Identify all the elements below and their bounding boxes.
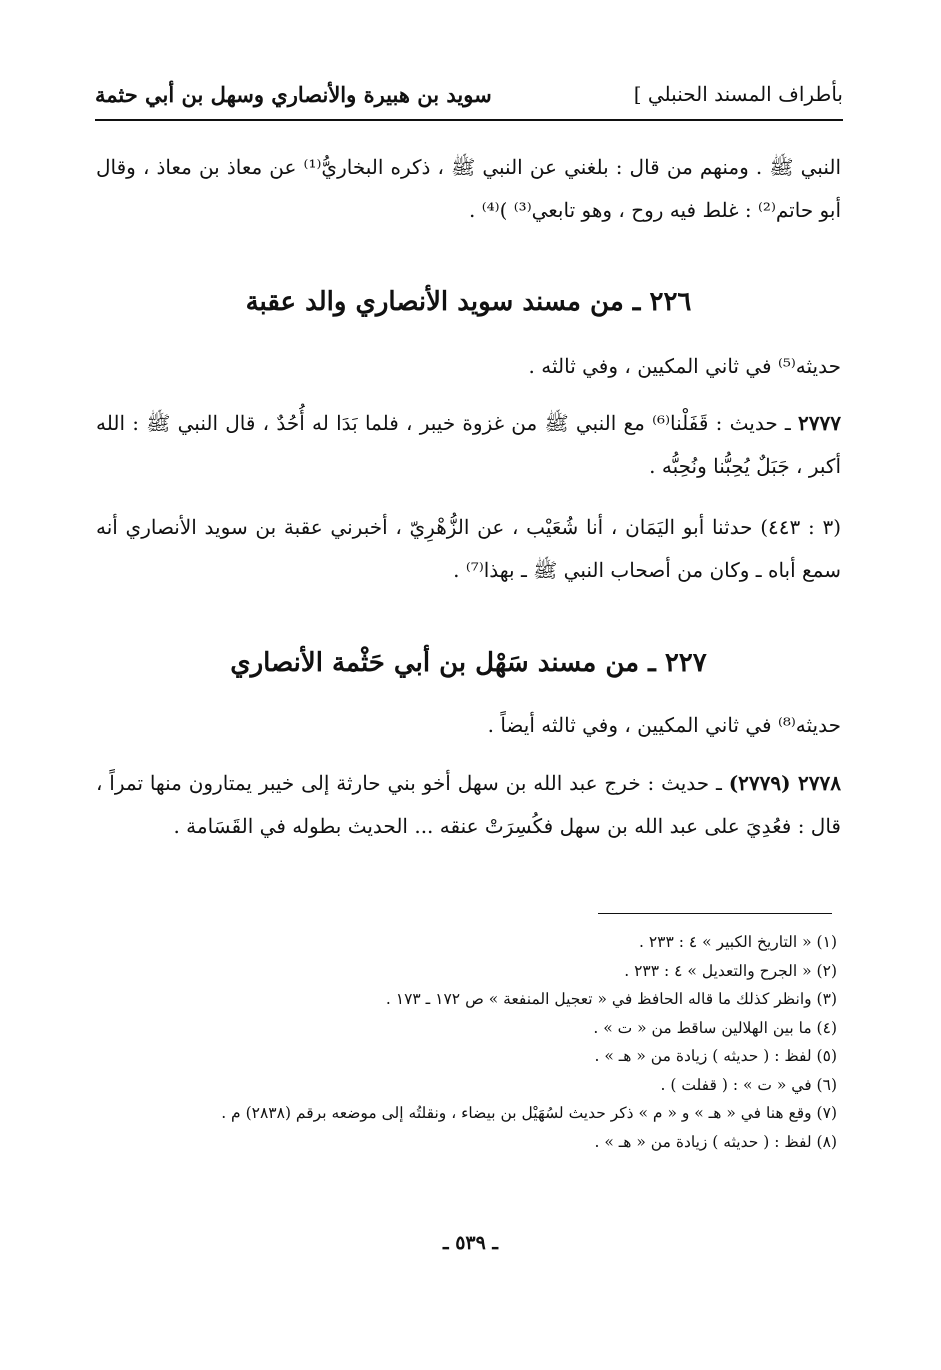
hadith-text: ـ حديث : خرج عبد الله بن سهل أخو بني حارثة إلى خيبر يمتارون منها تمراً ، قال : فعُدِيَ على عبد الله بن سهل فكُسِرَتْ عنقه ... الحديث بطوله في القَسَامة .: [96, 771, 841, 838]
footnote-7: (٧) وقع هنا في « هـ » و « م » ذكر حديث لسُهَيْل بن بيضاء ، ونقلتُه إلى موضعه برقم (٢٨٣٨) م .: [221, 1104, 837, 1122]
section-226-note: حديثه⁽⁵⁾ في ثاني المكيين ، وفي ثالثه .: [528, 354, 841, 378]
footnote-4: (٤) ما بين الهلالين ساقط من « ت » .: [593, 1018, 837, 1037]
footnote-2: (٢) « الجرح والتعديل » ٤ : ٢٣٣ .: [624, 961, 837, 980]
section-226-heading: ٢٢٦ ـ من مسند سويد الأنصاري والد عقبة: [245, 287, 692, 317]
header-book-title: بأطراف المسند الحنبلي ]: [633, 82, 843, 106]
page-number: ـ ٥٣٩ ـ: [443, 1232, 498, 1254]
header-divider: [95, 119, 843, 121]
section-227-note: حديثه⁽⁸⁾ في ثاني المكيين ، وفي ثالثه أيضاً .: [487, 713, 841, 737]
footnote-6: (٦) في « ت » : ( قفلت ) .: [660, 1075, 837, 1094]
footnote-5: (٥) لفظ : ( حديثه ) زيادة من « هـ » .: [594, 1047, 837, 1065]
hadith-2777: [96, 402, 841, 488]
footnotes: [96, 928, 837, 1156]
hadith-2778: [96, 762, 841, 848]
hadith-2777-isnad: (٣ : ٤٤٣) حدثنا أبو اليَمَان ، أنا شُعَيْب ، عن الزُّهْرِيّ ، أخبرني عقبة بن سويد الأنصاري أنه سمع أباه ـ وكان من أصحاب النبي ﷺ ـ بهذا⁽⁷⁾ .: [96, 515, 841, 582]
hadith-number: ٢٧٧٧: [798, 411, 841, 435]
footnote-divider: [598, 913, 832, 914]
footnote-3: (٣) وانظر كذلك ما قاله الحافظ في « تعجيل المنفعة » ص ١٧٢ ـ ١٧٣ .: [385, 990, 837, 1008]
footnote-1: (١) « التاريخ الكبير » ٤ : ٢٣٣ .: [638, 933, 837, 951]
header-section-title: سويد بن هبيرة والأنصاري وسهل بن أبي حثمة: [95, 82, 492, 107]
hadith-number: ٢٧٧٨ (٢٧٧٩): [728, 771, 841, 795]
intro-paragraph: النبي ﷺ . ومنهم من قال : بلغني عن النبي ﷺ ، ذكره البخاريُّ⁽¹⁾ عن معاذ بن معاذ ، وقال أبو حاتم⁽²⁾ : غلط فيه روح ، وهو تابعي⁽³⁾ )⁽⁴⁾ .: [96, 155, 842, 222]
hadith-text: ـ حديث : قَفَلْنا⁽⁶⁾ مع النبي ﷺ من غزوة خيبر ، فلما بَدَا له أُحُدٌ ، قال النبي ﷺ : الله أكبر ، جَبَلٌ يُحِبُّنا ونُحِبُّه .: [96, 411, 841, 478]
running-header: [95, 76, 843, 116]
footnote-8: (٨) لفظ : ( حديثه ) زيادة من « هـ » .: [594, 1132, 837, 1151]
section-227-heading: ٢٢٧ ـ من مسند سَهْل بن أبي حَثْمة الأنصاري: [230, 648, 707, 678]
